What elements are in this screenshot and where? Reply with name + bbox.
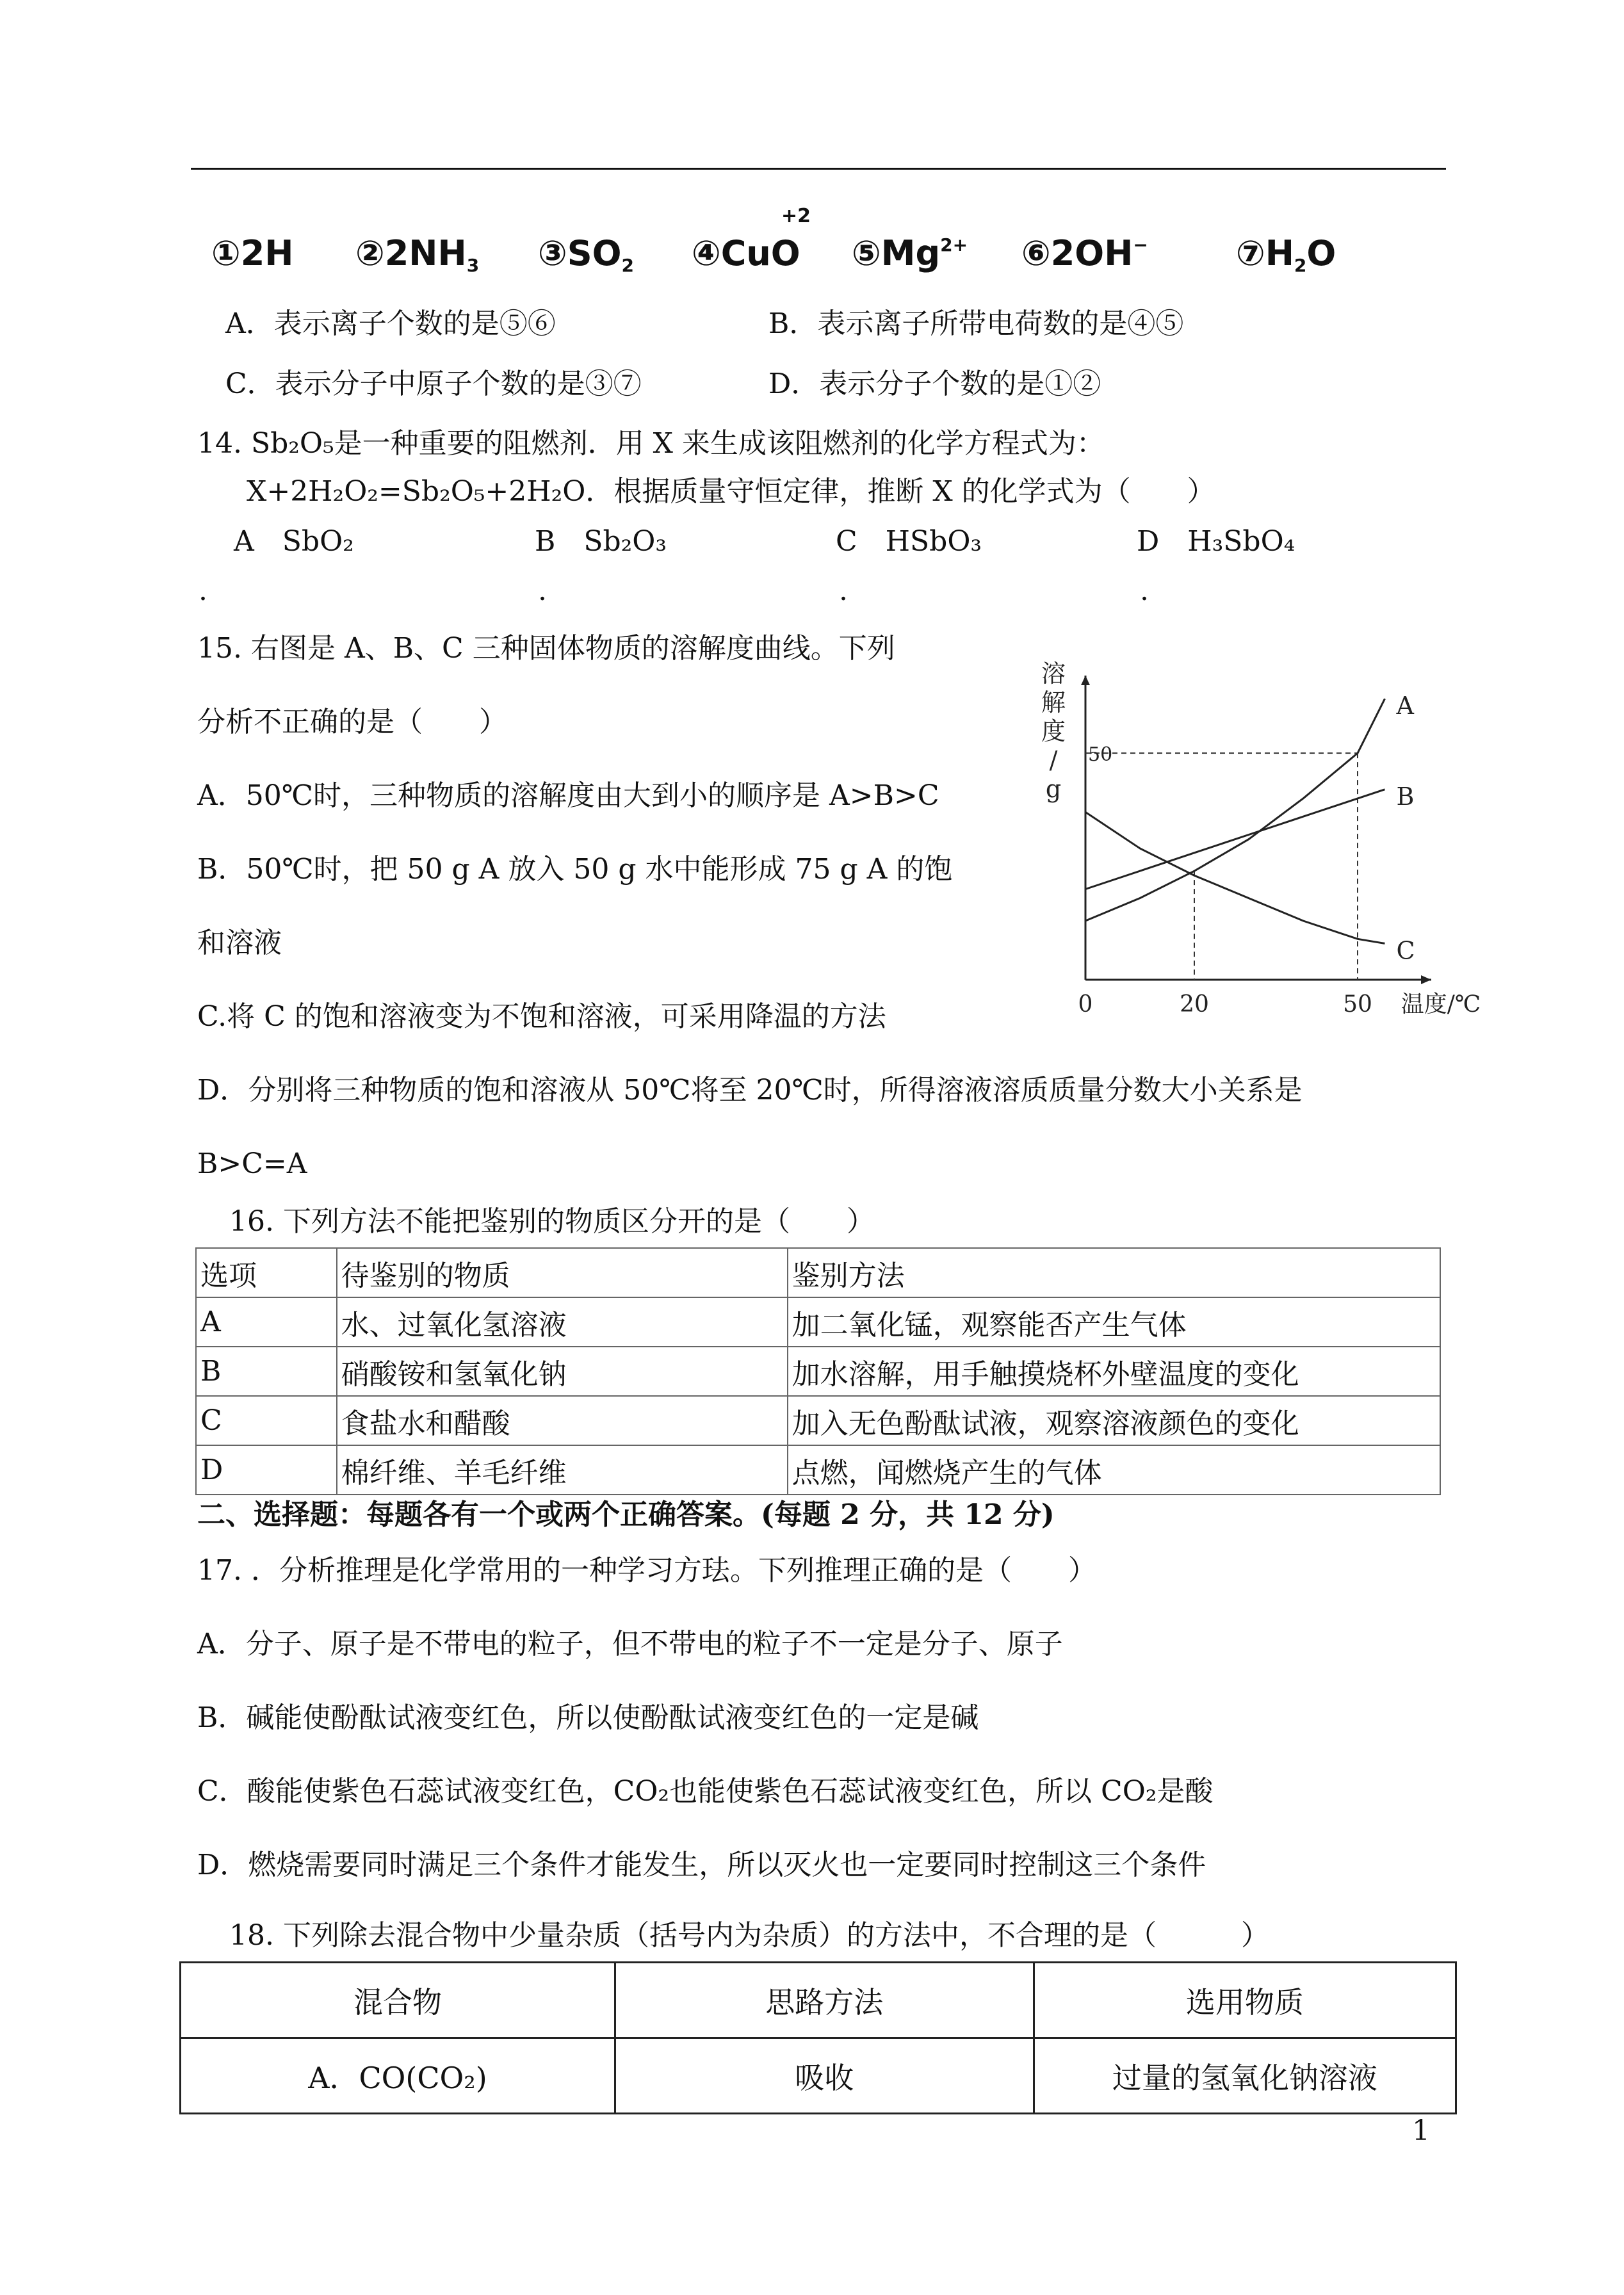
solubility-chart bbox=[1015, 656, 1481, 1028]
q15-option-a: A．50℃时，三种物质的溶解度由大到小的顺序是 A>B>C bbox=[197, 779, 939, 812]
q14-line2: X+2H₂O₂=Sb₂O₅+2H₂O．根据质量守恒定律，推断 X 的化学式为（ ） bbox=[247, 475, 1215, 508]
table-cell: B bbox=[196, 1347, 337, 1396]
table-cell: 过量的氢氧化钠溶液 bbox=[1034, 2038, 1456, 2114]
table-cell: 棉纤维、羊毛纤维 bbox=[337, 1445, 788, 1495]
q15-option-b1: B．50℃时，把 50 g A 放入 50 g 水中能形成 75 g A 的饱 bbox=[197, 853, 953, 886]
table-cell: D bbox=[196, 1445, 337, 1495]
q13-option-d: D．表示分子个数的是①② bbox=[768, 368, 1101, 400]
q13-option-b: B．表示离子所带电荷数的是④⑤ bbox=[768, 307, 1184, 340]
q17-option-c: C．酸能使紫色石蕊试液变红色，CO₂也能使紫色石蕊试液变红色，所以 CO₂是酸 bbox=[197, 1775, 1214, 1808]
symbol-5: $⑤Mg^{2+}$ bbox=[852, 233, 968, 273]
x-tick-label: 50 bbox=[1343, 991, 1372, 1018]
series-label-C: C bbox=[1396, 936, 1415, 965]
series-line-B bbox=[1085, 790, 1385, 889]
y-axis-label-char: 解 bbox=[1041, 688, 1066, 717]
y-axis-label-char: 溶 bbox=[1041, 660, 1066, 688]
symbol-4-charge: +2 bbox=[781, 205, 811, 227]
symbol-3: $③SO_2$ bbox=[538, 233, 635, 276]
series-label-B: B bbox=[1396, 782, 1415, 811]
table-row bbox=[181, 2038, 1456, 2114]
q15-option-d1: D．分别将三种物质的饱和溶液从 50℃将至 20℃时，所得溶液溶质质量分数大小关系是 bbox=[197, 1074, 1303, 1107]
q15-option-b2: 和溶液 bbox=[197, 927, 282, 959]
table-row bbox=[196, 1347, 1440, 1396]
table-cell: 吸收 bbox=[615, 2038, 1034, 2114]
table-cell: A bbox=[196, 1297, 337, 1347]
y-tick-label: 50 bbox=[1088, 743, 1113, 766]
x-tick-label: 0 bbox=[1078, 991, 1093, 1018]
q14-line1: 14. Sb₂O₅是一种重要的阻燃剂．用 X 来生成该阻燃剂的化学方程式为： bbox=[197, 427, 1105, 460]
header-cell: 选用物质 bbox=[1034, 1963, 1456, 2038]
y-axis-label-char: g bbox=[1045, 775, 1062, 803]
symbol-4: ④CuO bbox=[692, 233, 800, 273]
header-cell: 思路方法 bbox=[615, 1963, 1034, 2038]
x-tick-label: 20 bbox=[1180, 991, 1209, 1018]
page-number: 1 bbox=[1412, 2114, 1430, 2147]
table-header-row bbox=[181, 1963, 1456, 2038]
q15-line2: 分析不正确的是（ ） bbox=[197, 706, 507, 738]
table-cell: 点燃，闻燃烧产生的气体 bbox=[788, 1445, 1440, 1495]
header-cell: 待鉴别的物质 bbox=[337, 1248, 788, 1297]
q15-line1: 15. 右图是 A、B、C 三种固体物质的溶解度曲线。下列 bbox=[197, 632, 895, 665]
q14-option-d: D H₃SbO₄ bbox=[1137, 525, 1295, 558]
y-axis-label-char: 度 bbox=[1041, 717, 1066, 745]
q14-dot: . bbox=[1140, 574, 1149, 607]
q14-option-a: A SbO₂ bbox=[234, 525, 354, 558]
header-cell: 鉴别方法 bbox=[788, 1248, 1440, 1297]
x-axis-label: 温度/℃ bbox=[1401, 991, 1481, 1018]
q14-option-c: C HSbO₃ bbox=[836, 525, 982, 558]
header-cell: 选项 bbox=[196, 1248, 337, 1297]
header-rule bbox=[191, 168, 1446, 170]
table-row bbox=[196, 1297, 1440, 1347]
series-line-C bbox=[1085, 812, 1385, 943]
q17-option-b: B．碱能使酚酞试液变红色，所以使酚酞试液变红色的一定是碱 bbox=[197, 1701, 979, 1734]
q14-dot: . bbox=[538, 574, 547, 607]
symbol-7: $⑦H_2O$ bbox=[1236, 233, 1336, 276]
q17-title: 17. ．分析推理是化学常用的一种学习方珐。下列推理正确的是（ ） bbox=[197, 1554, 1096, 1587]
symbol-6: ⑥2OH− bbox=[1021, 233, 1148, 273]
q14-dot: . bbox=[839, 574, 848, 607]
q13-option-c: C．表示分子中原子个数的是③⑦ bbox=[225, 368, 642, 400]
symbol-2: $②2NH_3$ bbox=[355, 233, 480, 276]
q14-dot: . bbox=[199, 574, 207, 607]
q13-symbols bbox=[211, 205, 1390, 288]
table-row bbox=[196, 1396, 1440, 1445]
section-2-heading: 二、选择题：每题各有一个或两个正确答案。(每题 2 分，共 12 分) bbox=[197, 1498, 1055, 1531]
table-header-row bbox=[196, 1248, 1440, 1297]
y-axis-label-char: / bbox=[1049, 746, 1058, 774]
y-axis-arrow bbox=[1081, 676, 1090, 685]
q13-option-a: A．表示离子个数的是⑤⑥ bbox=[225, 307, 556, 340]
table-cell: 加水溶解，用手触摸烧杯外壁温度的变化 bbox=[788, 1347, 1440, 1396]
q18-title: 18. 下列除去混合物中少量杂质（括号内为杂质）的方法中，不合理的是（ ） bbox=[229, 1919, 1269, 1952]
table-row bbox=[196, 1445, 1440, 1495]
table-cell: A．CO(CO₂) bbox=[181, 2038, 615, 2114]
q14-option-b: B Sb₂O₃ bbox=[535, 525, 667, 558]
series-label-A: A bbox=[1396, 692, 1414, 720]
x-axis-arrow bbox=[1421, 975, 1431, 984]
q18-table bbox=[179, 1961, 1457, 2114]
series-line-A bbox=[1085, 699, 1385, 921]
header-cell: 混合物 bbox=[181, 1963, 615, 2038]
table-cell: 硝酸铵和氢氧化钠 bbox=[337, 1347, 788, 1396]
q15-option-c: C.将 C 的饱和溶液变为不饱和溶液，可采用降温的方法 bbox=[197, 1000, 886, 1033]
table-cell: C bbox=[196, 1396, 337, 1445]
q17-option-a: A．分子、原子是不带电的粒子，但不带电的粒子不一定是分子、原子 bbox=[197, 1628, 1063, 1660]
table-cell: 加入无色酚酞试液，观察溶液颜色的变化 bbox=[788, 1396, 1440, 1445]
table-cell: 食盐水和醋酸 bbox=[337, 1396, 788, 1445]
q15-option-d2: B>C=A bbox=[197, 1148, 307, 1180]
q17-option-d: D．燃烧需要同时满足三个条件才能发生，所以灭火也一定要同时控制这三个条件 bbox=[197, 1849, 1206, 1881]
q16-title: 16. 下列方法不能把鉴别的物质区分开的是（ ） bbox=[229, 1205, 875, 1238]
symbol-1: ①2H bbox=[211, 233, 294, 273]
q16-table bbox=[195, 1247, 1441, 1495]
table-cell: 加二氧化锰，观察能否产生气体 bbox=[788, 1297, 1440, 1347]
table-cell: 水、过氧化氢溶液 bbox=[337, 1297, 788, 1347]
